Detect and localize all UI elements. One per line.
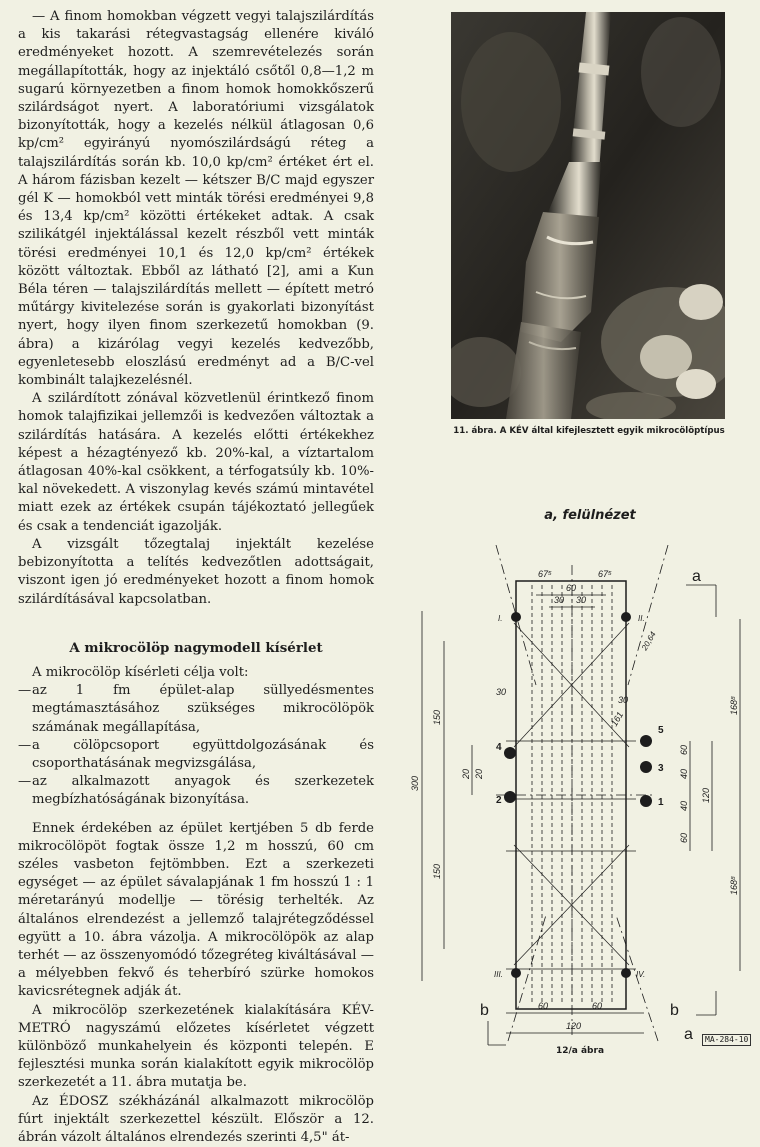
dim-angled: 30 [618,695,629,705]
list-item: — az alkalmazott anyagok és szerkezetek megbízhatóságának bizonyítása. [18,774,374,808]
dim-left: 150 [432,863,442,879]
pile-1 [640,795,664,808]
dimension-lines [422,581,740,1045]
dim-angled: 30 [496,687,507,697]
dim-right: 60 [679,744,689,755]
dim-angled: 20,64 [639,630,658,652]
list-item: — az 1 fm épület-alap süllyedésmentes megtámasztásához szükséges mikrocölöpök számának megállapítása, [18,683,374,735]
section-label-a: a [684,1026,693,1043]
anchor-II [621,612,645,623]
dim-left: 300 [410,775,420,791]
paragraph: Ennek érdekében az épület kertjében 5 db ferde mikrocölöpöt fogtak össze 1,2 m hosszú, 60 cm széles vasbeton fejtömbben. Ezt a szerkezeti egységet — az épület sávalapjának 1 fm hosszú 1 : 1 méretarányú modellje — törésig terhelték. Az általános elrendezést a jellemző talajrétegződéssel együtt a 10. ábra vázolja. A mikrocölöpök az alap terhét — az összenyomódó tőzegréteg kiváltásával — a mélyebben fekvő és teherbíró szürke homokos kavicsrétegnek adják át. [18,820,374,1000]
piles [496,725,664,808]
svg-text:I.: I. [498,614,503,623]
dim-right: 168⁸ [729,696,739,715]
dim-top: 67⁵ [538,569,552,579]
dim-mid-left: 20 [474,768,484,779]
pile-2 [496,791,516,806]
svg-text:3: 3 [658,763,664,774]
dim-top: 67⁵ [598,569,612,579]
pile-4 [496,742,516,759]
pile-5 [640,725,664,747]
svg-text:1: 1 [658,797,664,808]
dim-bottom: 120 [566,1021,582,1031]
svg-text:IV.: IV. [636,970,646,979]
anchor-I [498,612,521,623]
dim-bottom: 60 [592,1001,603,1011]
dim-right: 40 [679,768,689,779]
svg-text:4: 4 [496,742,502,753]
section-label-b: b [670,1002,679,1019]
pile-plan-drawing [396,545,760,1055]
micropile-photo-image [451,12,725,419]
dim-left: 150 [432,709,442,725]
drawing-stamp: MA-284-10 [702,1034,751,1046]
pile-3 [640,761,664,774]
svg-text:2: 2 [496,795,502,806]
dim-right: 40 [679,800,689,811]
figure-12-title: a, felülnézet [544,508,636,523]
paragraph: A mikrocölöp szerkezetének kialakítására KÉV-METRÓ nagyszámú előzetes kísérletet végzett különböző munkahelyein és központi telepén. E fejlesztési munka során kialakított egyik mikrocölöp szerkezetét a 11. ábra mutatja be. [18,1002,374,1091]
paragraph: A mikrocölöp kísérleti célja volt: [32,664,249,680]
figure-11-caption: 11. ábra. A KÉV által kifejlesztett egyik mikrocölöptípus [453,426,725,436]
left-text-column [18,8,374,1147]
dim-right: 60 [679,832,689,843]
dim-top: 30 [576,595,587,605]
dim-right: 120 [701,787,711,803]
dim-angled: 161 [609,709,626,728]
svg-text:II.: II. [638,614,645,623]
figure-12-caption: 12/a ábra [555,1046,605,1056]
list-item: — a cölöpcsoport együttdolgozásának és csoporthatásának megvizsgálása, [18,737,374,771]
section-label-a: a [692,568,701,585]
paragraph: Az ÉDOSZ székházánál alkalmazott mikrocölöp fúrt injektált szerkezettel készült. Először a 12. ábrán vázolt általános elrendezés szerinti 4,5" át- [18,1093,374,1145]
dim-top: 30 [554,595,565,605]
dim-top: 60 [566,583,577,593]
dim-mid-left: 20 [461,768,471,779]
micropile-photo [451,12,725,419]
svg-text:5: 5 [658,725,664,736]
anchor-III [494,968,521,979]
svg-text:III.: III. [494,970,503,979]
anchor-IV [621,968,645,979]
section-heading: A mikrocölöp nagymodell kísérlet [69,639,323,656]
section-label-b: b [480,1002,489,1019]
paragraph: A vizsgált tőzegtalaj injektált kezelése bebizonyította a telítés kedvezőtlen adottságait, viszont igen jó eredményeket hozott a finom homok szilárdításával kapcsolatban. [18,536,374,607]
paragraph: A szilárdított zónával közvetlenül érintkező finom homok talajfizikai jellemzői is kedvezően változtak a szilárdítás hatására. A kezelés előtti értékekhez képest a hézagtényező kb. 20%-kal, a víztartalom átlagosan 40%-kal csökkent, a térfogatsúly kb. 10%-kal növekedett. A viszonylag kevés számú mintavétel miatt ezek az értékek csupán tájékoztató jellegűek és csak a tendenciát igazolják. [18,391,374,534]
paragraph: — A finom homokban végzett vegyi talajszilárdítás a kis takarási rétegvastagság ellenére kiváló eredményeket hozott. A szemrevételezés során megállapították, hogy az injektáló csőtől 0,8—1,2 m sugarú környezetben a finom homok homokkőszerű szilárdságot nyert. A laboratóriumi vizsgálatok bizonyították, hogy a kezelés nélkül átlagosan 0,6 kp/cm² egyirányú nyomószilárdságú réteg a talajszilárdítás során kb. 10,0 kp/cm² értéket ért el. A három fázisban kezelt — kétszer B/C majd egyszer gél K — homokból vett minták törési eredményei 9,8 és 13,4 kp/cm² közötti értékeket adtak. A csak szilikátgél injektálással kezelt részből vett minták törési eredményei 10,1 és 12,0 kp/cm² értékek között változtak. Ebből az látható [2], ami a Kun Béla téren — talajszilárdítás mellett — épített metró műtárgy kivitelezése során is gyakorlati bizonyítást nyert, hogy ilyen finom szerkezetű homokban (9. ábra) a kizárólag vegyi kezelés kedvezőbb, egyenletesebb eloszlású eredményt ad a B/C-vel kombinált talajkezelésnél. [18,9,374,389]
dim-right: 168⁸ [729,876,739,895]
dim-bottom: 60 [538,1001,549,1011]
